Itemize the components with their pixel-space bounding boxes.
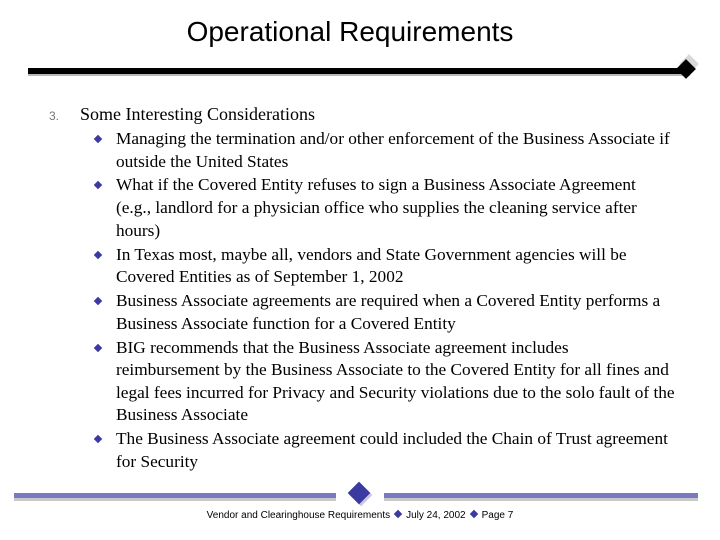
- bullet-diamond-icon: [94, 250, 102, 258]
- bullet-diamond-icon: [94, 435, 102, 443]
- footer-separator-diamond-icon: [469, 510, 477, 518]
- footer-rule-left: [14, 493, 336, 498]
- list-item-text: In Texas most, maybe all, vendors and State Government agencies will be Covered Entities as of September 1, 2002: [116, 244, 627, 287]
- bullet-diamond-icon: [94, 297, 102, 305]
- bullet-diamond-icon: [94, 181, 102, 189]
- footer-doc-name: Vendor and Clearinghouse Requirements: [206, 510, 391, 521]
- bullet-diamond-icon: [94, 135, 102, 143]
- footer-page: Page 7: [481, 510, 514, 521]
- list-item: [95, 428, 675, 473]
- list-item: [95, 128, 675, 173]
- list-item: [95, 174, 675, 242]
- list-item-text: The Business Associate agreement could included the Chain of Trust agreement for Security: [116, 429, 668, 471]
- list-item: [95, 290, 675, 335]
- footer-rule-right-shadow: [384, 498, 698, 501]
- footer-rule-left-shadow: [14, 498, 336, 501]
- footer-diamond-icon: [348, 482, 371, 505]
- list-item-text: What if the Covered Entity refuses to sign a Business Associate Agreement (e.g., landlord for a physician office who supplies the cleaning service after hours): [116, 175, 637, 240]
- footer-separator-diamond-icon: [394, 510, 402, 518]
- footer: [0, 510, 720, 521]
- rule-bar: [28, 68, 690, 74]
- footer-rule-right: [384, 493, 698, 498]
- footer-date: July 24, 2002: [406, 510, 466, 521]
- title-rule: [28, 60, 698, 82]
- list-item: [95, 337, 675, 427]
- section-number: 3.: [49, 109, 60, 123]
- bullet-diamond-icon: [94, 343, 102, 351]
- section-heading: Some Interesting Considerations: [80, 104, 315, 124]
- list-item: [95, 244, 675, 289]
- list-item-text: BIG recommends that the Business Associate agreement includes reimbursement by the Business Associate to the Covered Entity for all fines and legal fees incurred for Privacy and Security violations due to the solo fault of the Business Associate: [116, 337, 675, 425]
- list-item-text: Business Associate agreements are required when a Covered Entity performs a Business Associate function for a Covered Entity: [116, 291, 661, 333]
- slide-title: Operational Requirements: [186, 16, 514, 47]
- list-item-text: Managing the termination and/or other enforcement of the Business Associate if outside the United States: [116, 129, 670, 171]
- bullet-list: [95, 128, 675, 475]
